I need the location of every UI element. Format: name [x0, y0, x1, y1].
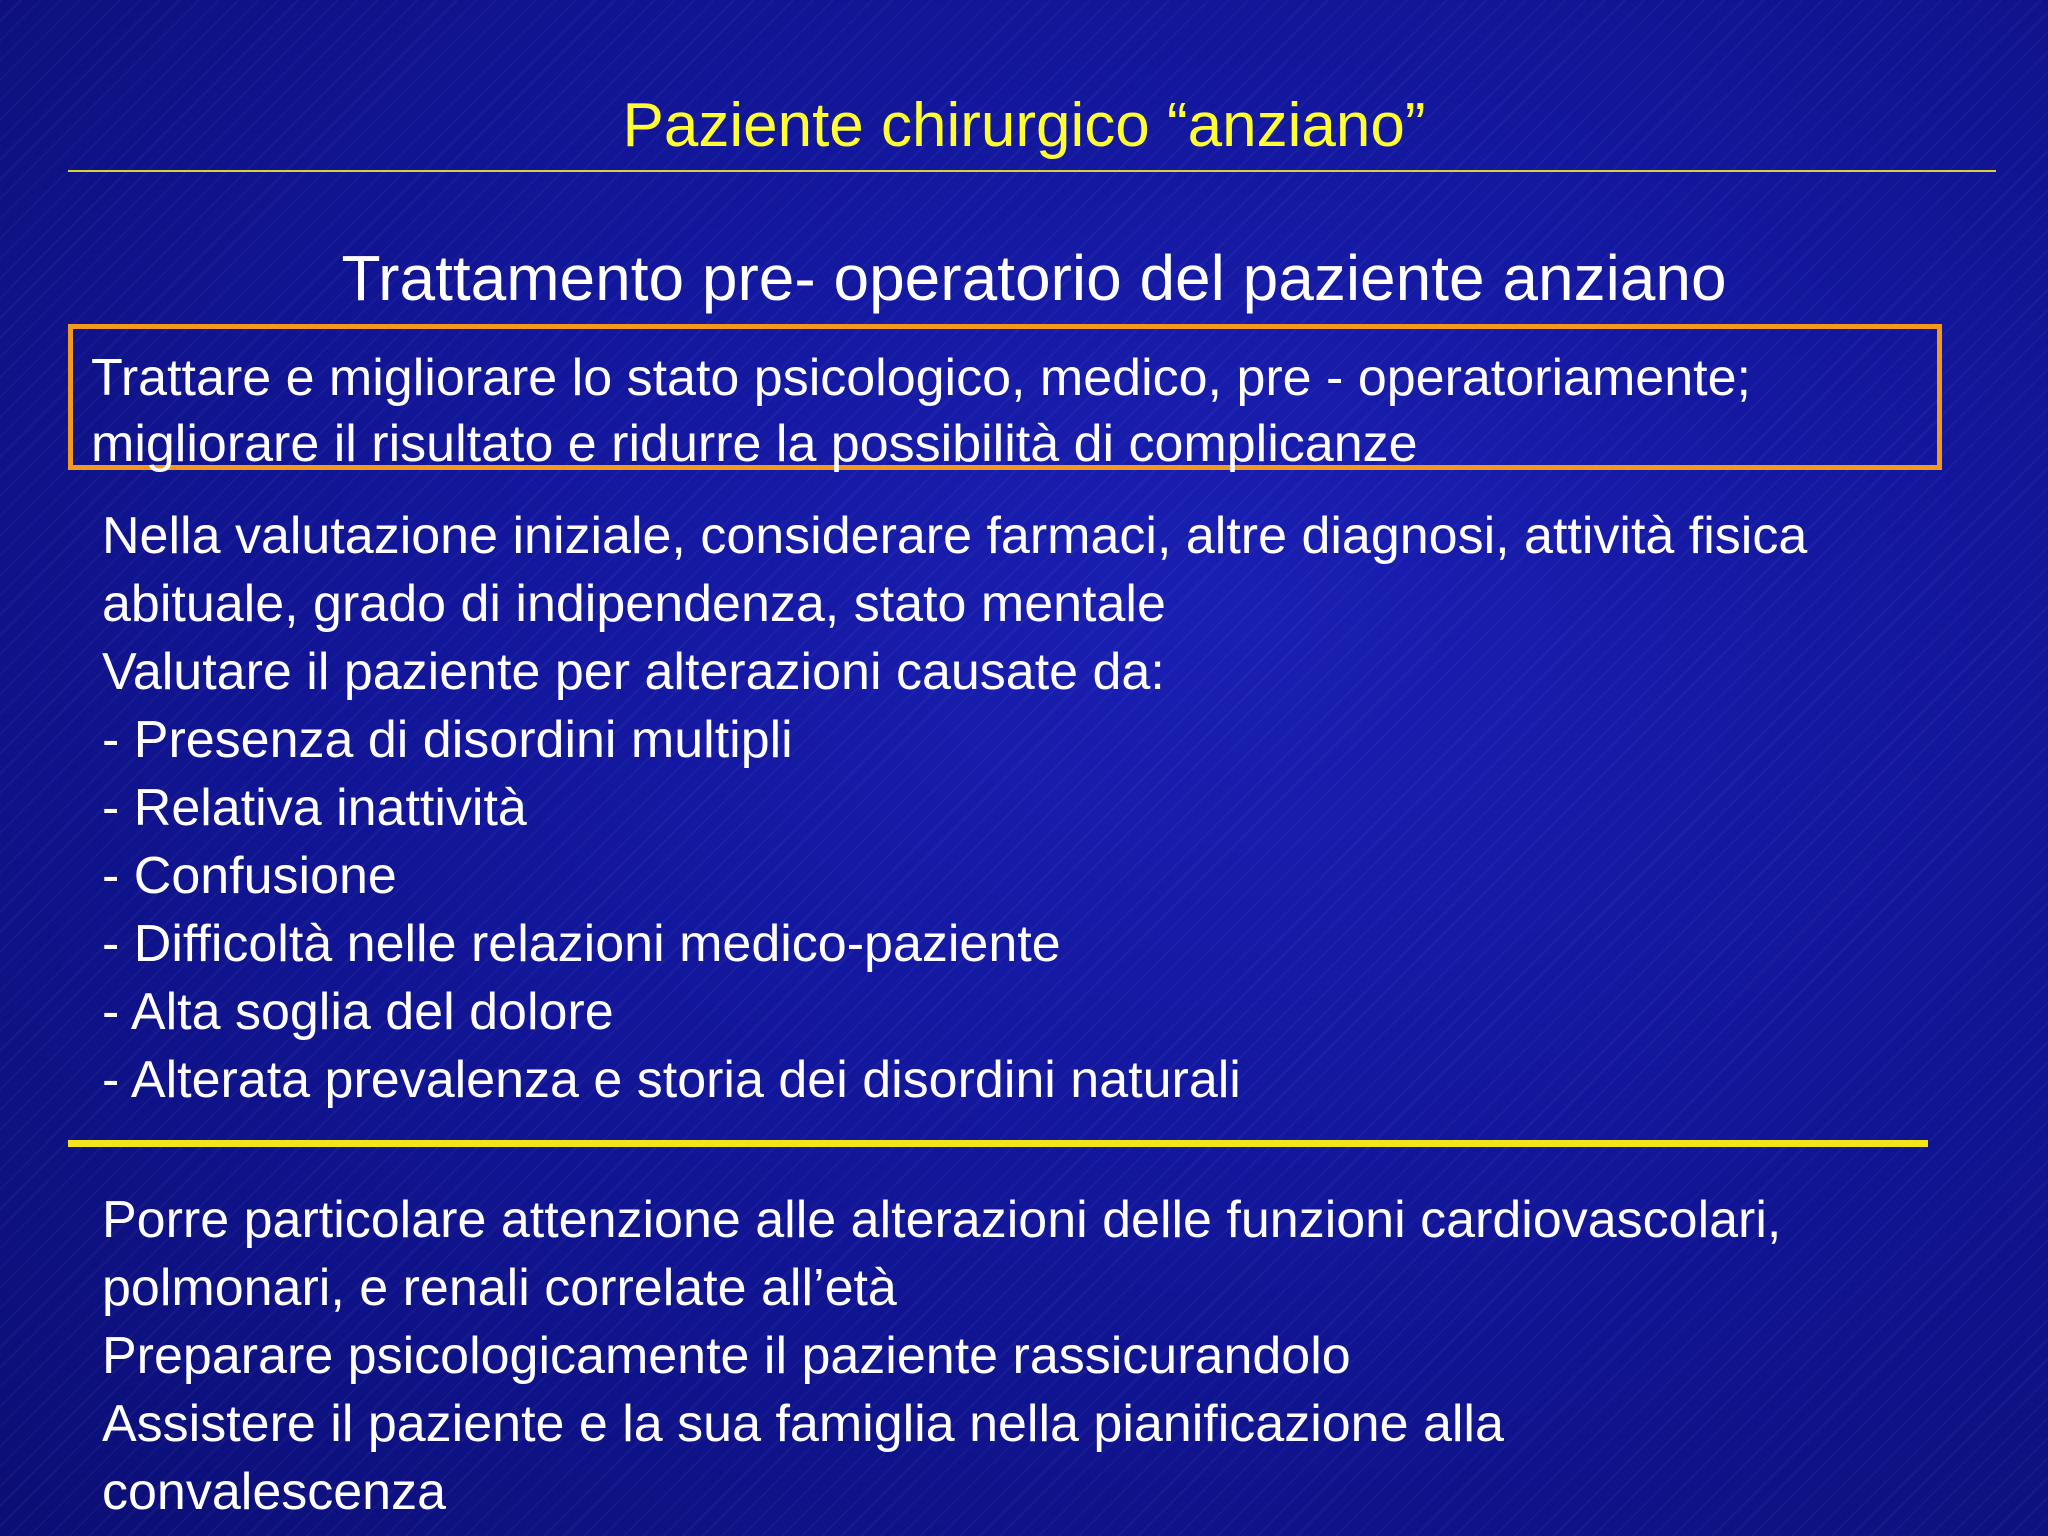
list-item: - Alta soglia del dolore: [102, 983, 614, 1041]
text-line: Assistere il paziente e la sua famiglia nella pianificazione alla: [102, 1395, 1504, 1453]
highlight-line: migliorare il risultato e ridurre la possibilità di complicanze: [91, 415, 1418, 473]
text-line: Nella valutazione iniziale, considerare farmaci, altre diagnosi, attività fisica: [102, 507, 1808, 565]
list-item: - Presenza di disordini multipli: [102, 711, 793, 769]
text-line: polmonari, e renali correlate all’età: [102, 1259, 897, 1317]
title-divider: [68, 170, 1996, 172]
text-line: convalescenza: [102, 1463, 446, 1521]
text-line: Valutare il paziente per alterazioni causate da:: [102, 643, 1165, 701]
highlight-box: [68, 324, 1942, 473]
section-divider: [68, 1140, 1928, 1147]
list-item: - Confusione: [102, 847, 397, 905]
slide-title: Paziente chirurgico “anziano”: [622, 91, 1426, 160]
list-item: - Difficoltà nelle relazioni medico-paziente: [102, 915, 1061, 973]
text-line: abituale, grado di indipendenza, stato mentale: [102, 575, 1166, 633]
slide-subtitle: Trattamento pre- operatorio del paziente anziano: [341, 242, 1727, 314]
text-line: Preparare psicologicamente il paziente rassicurandolo: [102, 1327, 1351, 1385]
highlight-line: Trattare e migliorare lo stato psicologico, medico, pre - operatoriamente;: [91, 349, 1751, 407]
text-line: Porre particolare attenzione alle alterazioni delle funzioni cardiovascolari,: [102, 1191, 1782, 1249]
preparation-block: [102, 1186, 1781, 1526]
list-item: - Relativa inattività: [102, 779, 527, 837]
list-item: - Alterata prevalenza e storia dei disordini naturali: [102, 1051, 1241, 1109]
assessment-block: [102, 502, 1807, 1114]
